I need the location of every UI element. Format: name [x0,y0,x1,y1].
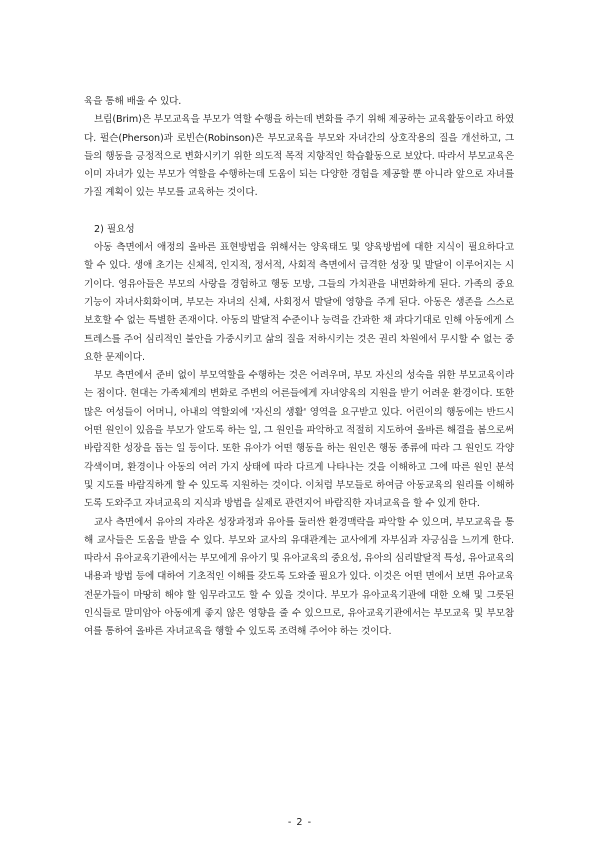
paragraph-parent-aspect: 부모 측면에서 준비 없이 부모역할을 수행하는 것은 어려우며, 부모 자신의 성숙을 위한 부모교육이라는 점이다. 현대는 가족체계의 변화로 주변의 어른들에게 자녀양육의 지원을 받기 어려운 환경이다. 또한 많은 여성들이 어머니, 아내의 역할외에 '자신의 생활' 영역을 요구받고 있다. 어린이의 행동에는 반드시 어떤 원인이 있음을 부모가 알도록 하는 일, 그 원인을 파악하고 적절히 지도하여 올바른 해결을 봄으로써 바람직한 성장을 돕는 일 등이다. 또한 유아가 어떤 행동을 하는 원인은 행동 종류에 따라 그 원인도 각양각색이며, 환경이나 아동의 여러 가지 상태에 따라 다르게 나타나는 것을 이해하고 그에 따른 원인 분석 및 지도를 바람직하게 할 수 있도록 지원하는 것이다. 이처럼 부모들로 하여금 아동교육의 원리를 이해하도록 도와주고 자녀교육의 지식과 방법을 실제로 관련지어 바람직한 자녀교육을 할 수 있게 한다. [84,370,514,510]
paragraph-definition: 브림(Brim)은 부모교육을 부모가 역할 수행을 하는데 변화를 주기 위해 제공하는 교육활동이라고 하였다. 펄슨(Pherson)과 로빈슨(Robinson)은 부모교육을 부모와 자녀간의 상호작용의 질을 개선하고, 그들의 행동을 긍정적으로 변화시키기 위한 의도적 목적 지향적인 학습활동으로 보았다. 따라서 부모교육은 이미 자녀가 있는 부모가 역할을 수행하는데 도움이 되는 다양한 경험을 제공할 뿐 아니라 앞으로 자녀를 가질 계획이 있는 부모를 교육하는 것이다. [84,114,514,199]
section-heading: 2) 필요성 [94,223,135,235]
document-body [84,93,514,642]
page-number: - 2 - [287,817,313,828]
paragraph-teacher-aspect: 교사 측면에서 유아의 자라온 성장과정과 유아를 둘러싼 환경맥락을 파악할 수 있으며, 부모교육을 통해 교사들은 도움을 받을 수 있다. 부모와 교사의 유대관계는 교사에게 자부심과 자긍심을 느끼게 한다. 따라서 유아교육기관에서는 부모에게 유아기 및 유아교육의 중요성, 유아의 심리발달적 특성, 유아교육의 내용과 방법 등에 대하여 기초적인 이해를 갖도록 도와줄 필요가 있다. 이것은 어떤 면에서 보면 유아교육 전문가들이 마땅히 해야 할 임무라고도 할 수 있을 것이다. 부모가 유아교육기관에 대한 오해 및 그릇된 인식들로 말미암아 아동에게 좋지 않은 영향을 줄 수 있으므로, 유아교육기관에서는 부모교육 및 부모참여를 통하여 올바른 자녀교육을 행할 수 있도록 조력해 주어야 하는 것이다. [84,516,514,638]
paragraph-continuation: 육을 통해 배울 수 있다. [84,96,182,107]
paragraph-child-aspect: 아동 측면에서 애정의 올바른 표현방법을 위해서는 양육태도 및 양육방법에 대한 지식이 필요하다고 할 수 있다. 생애 초기는 신체적, 인지적, 정서적, 사회적 측면에서 급격한 성장 및 발달이 이루어지는 시기이다. 영유아들은 부모의 사랑을 경험하고 행동 모방, 그들의 가치관을 내면화하게 된다. 가족의 중요 기능이 자녀사회화이며, 부모는 자녀의 신체, 사회정서 발달에 영향을 주게 된다. 아동은 생존을 스스로 보호할 수 없는 특별한 존재이다. 아동의 발달적 수준이나 능력을 간과한 채 과다기대로 인해 아동에게 스트레스를 주어 심리적인 불안을 가중시키고 삶의 질을 저하시키는 것은 권리 차원에서 무시할 수 없는 중요한 문제이다. [84,242,514,363]
